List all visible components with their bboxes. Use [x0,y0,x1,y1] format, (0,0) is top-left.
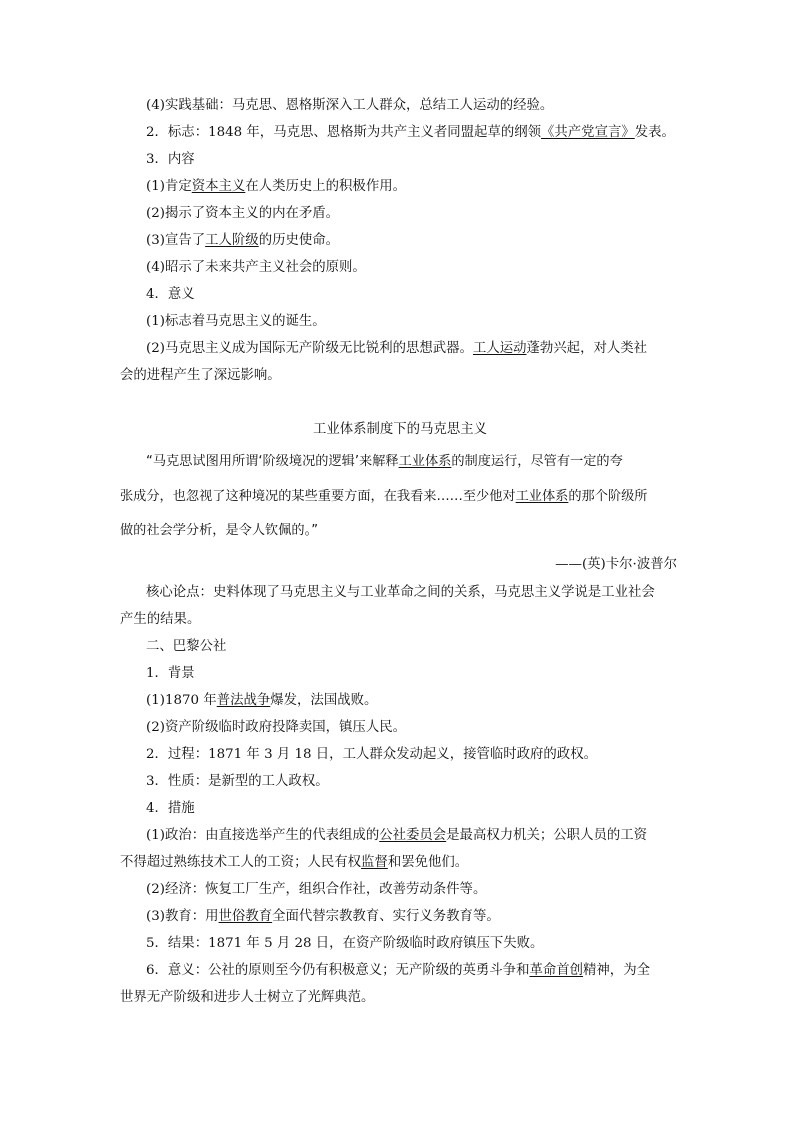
text: (4)实践基础：马克思、恩格斯深入工人群众，总结工人运动的经验。 [146,98,554,113]
paragraph-background-2 [146,718,680,738]
paragraph-measures-politics-cont [120,853,680,873]
underlined-term: 世俗教育 [218,909,273,924]
text: 2．过程：1871 年 3 月 18 日，工人群众发动起义，接管临时政府的政权。 [146,747,597,762]
text: (1)政治：由直接选举产生的代表组成的 [146,828,380,843]
text: 蓬勃兴起，对人类社 [526,341,648,356]
text: (2)揭示了资本主义的内在矛盾。 [146,206,340,221]
text: 3．性质：是新型的工人政权。 [146,774,329,789]
paragraph-content-1 [146,177,680,197]
paragraph-process [146,745,680,765]
text: 不得超过熟练技术工人的工资；人民有权 [120,855,362,870]
paragraph-content-2 [146,204,680,224]
underlined-term: 资本主义 [191,179,246,194]
text: 2．标志：1848 年，马克思、恩格斯为共产主义者同盟起草的纲领 [146,125,542,140]
underlined-term: 公社委员会 [379,828,447,843]
heading-measures [146,799,680,819]
text: (2)马克思主义成为国际无产阶级无比锐利的思想武器。 [146,341,473,356]
paragraph-symbol [146,123,680,143]
quote-author [120,555,677,575]
text: 5．结果：1871 年 5 月 28 日，在资产阶级临时政府镇压下失败。 [146,936,544,951]
heading-background [146,664,680,684]
underlined-term: 工业体系 [398,454,452,469]
paragraph-result [146,934,680,954]
text: (4)昭示了未来共产主义社会的原则。 [146,260,366,275]
paragraph-significance-1 [146,312,680,332]
paragraph-content-3 [146,231,680,251]
paragraph-significance-2-cont [120,366,680,386]
text: (1)1870 年 [146,693,217,708]
text: (1)标志着马克思主义的诞生。 [146,314,326,329]
text: 会的进程产生了深远影响。 [120,368,281,383]
text: 4．措施 [146,801,195,816]
text: 4．意义 [146,287,195,302]
text: (2)经济：恢复工厂生产，组织合作社，改善劳动条件等。 [146,882,487,897]
text: (2)资产阶级临时政府投降卖国，镇压人民。 [146,720,406,735]
text: “马克思试图用所谓‘阶级境况的逻辑’来解释 [146,454,399,469]
text: 做的社会学分析，是令人钦佩的。” [120,523,319,538]
text: 核心论点：史料体现了马克思主义与工业革命之间的关系，马克思主义学说是工业社会 [146,585,655,600]
heading-significance [146,285,680,305]
text: 张成分，也忽视了这种境况的某些重要方面，在我看来……至少他对 [120,489,516,504]
paragraph-significance [146,961,680,981]
text: 在人类历史上的积极作用。 [245,179,406,194]
text: 3．内容 [146,152,195,167]
text: 6．意义：公社的原则至今仍有积极意义；无产阶级的英勇斗争和 [146,963,530,978]
text: 是最高权力机关；公职人员的工资 [446,828,648,843]
text: (3)教育：用 [146,909,219,924]
quote-line-1 [146,452,680,472]
text: 产生的结果。 [120,612,201,627]
paragraph-measures-economy [146,880,680,900]
quote-line-3 [120,521,680,541]
text: (1)肯定 [146,179,192,194]
paragraph-content-4 [146,258,680,278]
text: 精神，为全 [583,963,650,978]
text: 爆发，法国战败。 [270,693,378,708]
underlined-term: 工业体系 [515,489,569,504]
text: 的那个阶级所 [568,489,648,504]
underlined-term: 《共产党宣言》 [541,125,635,140]
underlined-term: 工人运动 [472,341,527,356]
heading-content [146,150,680,170]
core-argument [146,583,680,603]
text: 世界无产阶级和进步人士树立了光辉典范。 [120,990,375,1005]
text: 全面代替宗教教育、实行义务教育等。 [272,909,500,924]
paragraph-nature [146,772,680,792]
text: 和罢免他们。 [387,855,469,870]
underlined-term: 革命首创 [529,963,584,978]
paragraph-practice-basis [146,96,680,116]
paragraph-significance-cont [120,988,680,1008]
heading-paris-commune [146,637,680,657]
text: ——(英)卡尔·波普尔 [555,557,677,572]
text: (3)宣告了 [146,233,206,248]
text: 的历史使命。 [258,233,340,248]
text: 发表。 [634,125,675,140]
text: 的制度运行，尽管有一定的夸 [451,454,623,469]
core-argument-cont [120,610,680,630]
box-title [120,420,680,440]
underlined-term: 监督 [361,855,388,870]
underlined-term: 工人阶级 [205,233,259,248]
paragraph-measures-education [146,907,680,927]
text: 工业体系制度下的马克思主义 [312,422,488,437]
underlined-term: 普法战争 [216,693,271,708]
paragraph-background-1 [146,691,680,711]
text: 1．背景 [146,666,195,681]
quote-line-2 [120,487,680,507]
text: 二、巴黎公社 [146,639,227,654]
paragraph-measures-politics [146,826,680,846]
paragraph-significance-2 [146,339,680,359]
